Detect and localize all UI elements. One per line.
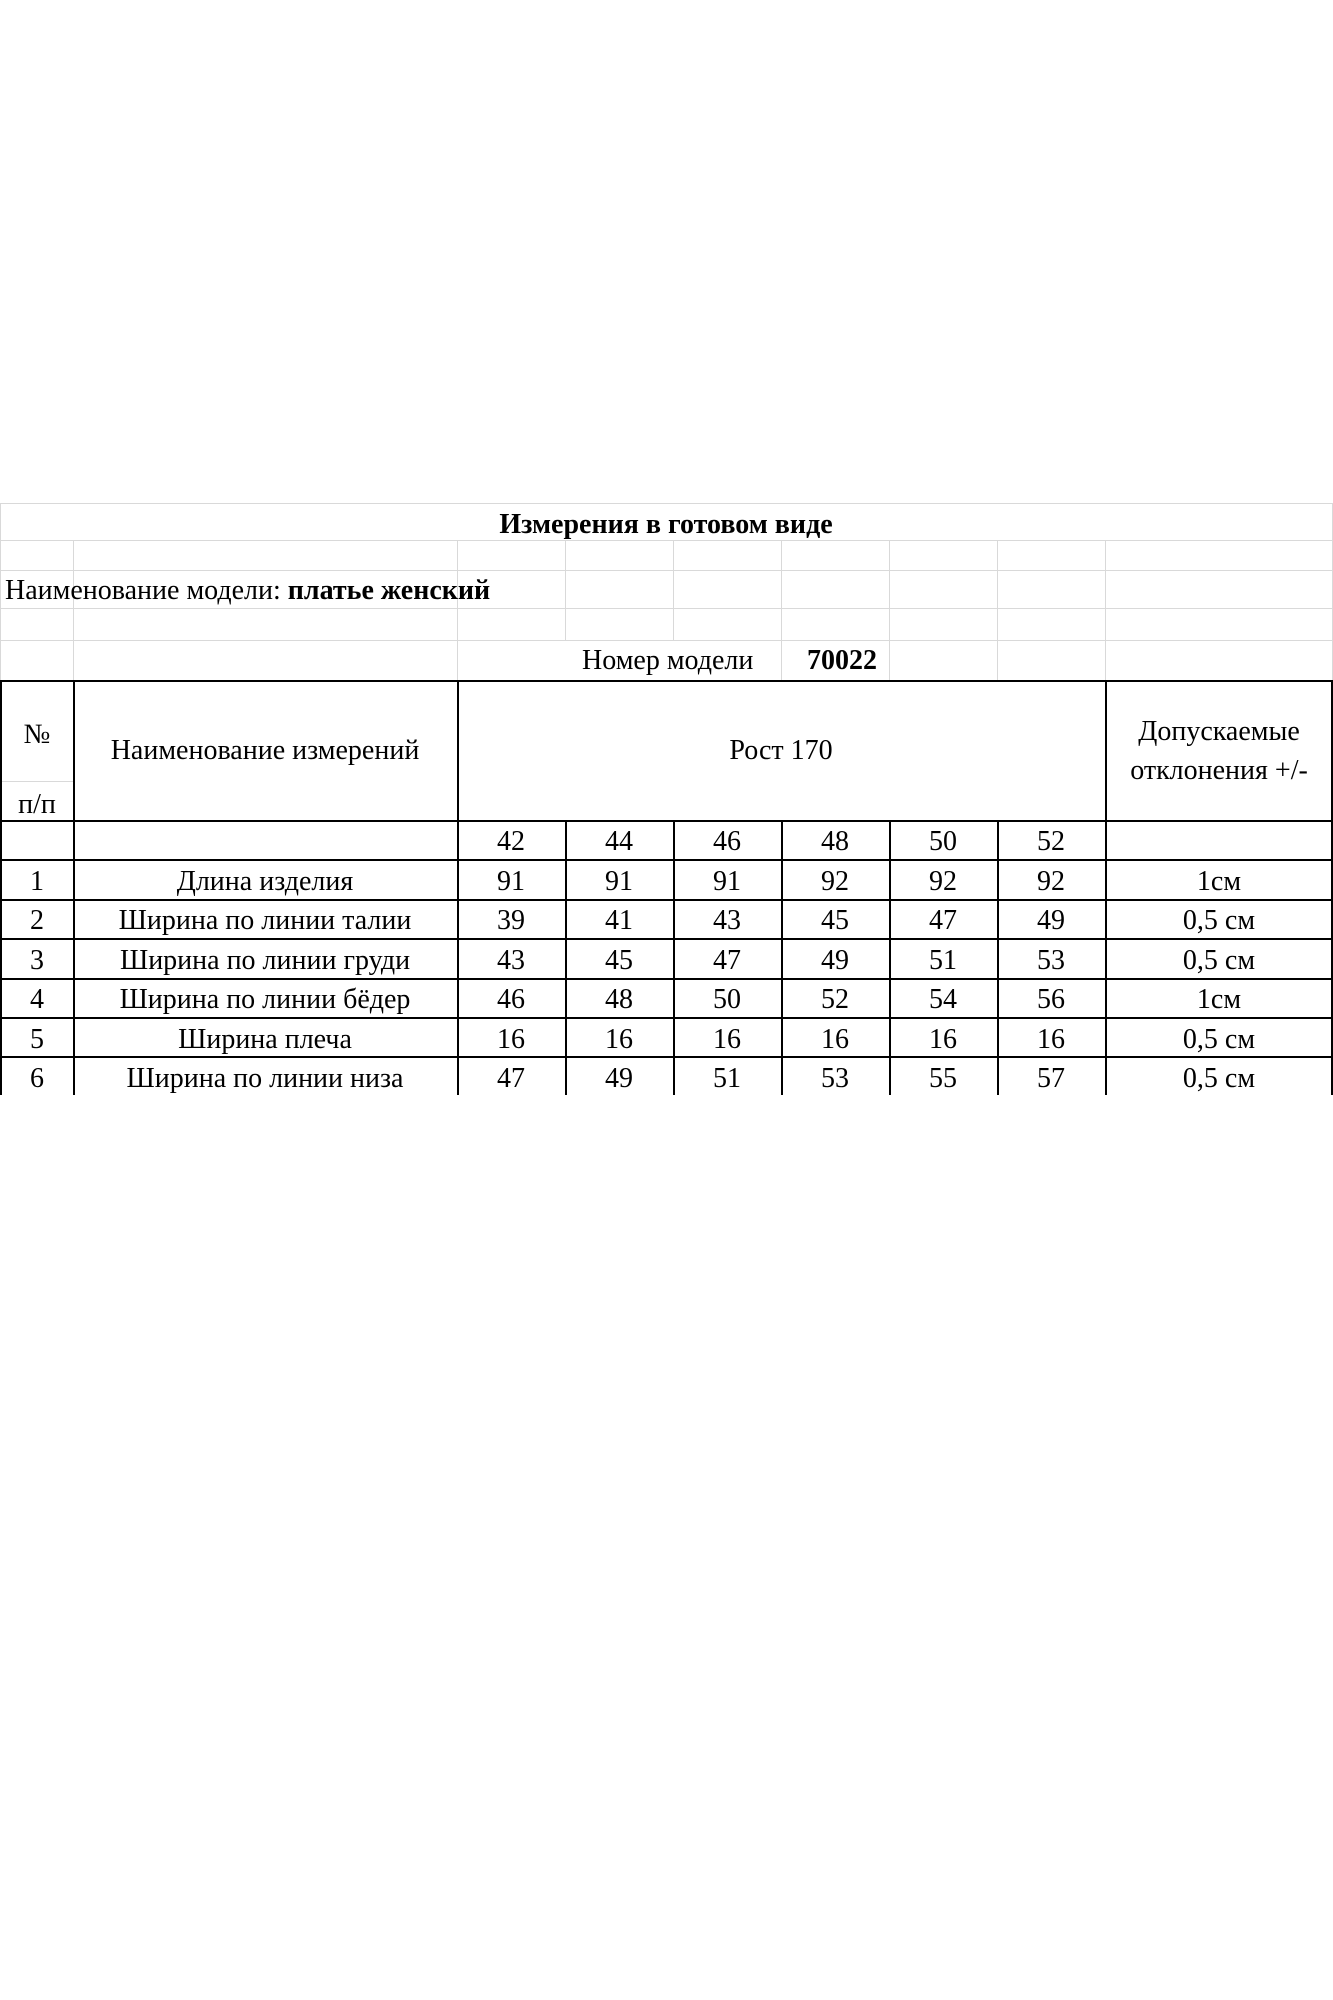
row-value: 55 xyxy=(929,1063,957,1094)
row-value: 16 xyxy=(605,1024,633,1055)
page-title: Измерения в готовом виде xyxy=(499,509,833,540)
row-tolerance: 1см xyxy=(1196,866,1242,897)
row-value: 16 xyxy=(497,1024,525,1055)
row-measurement-name: Ширина по линии бёдер xyxy=(119,984,411,1015)
row-value: 16 xyxy=(713,1024,741,1055)
model-number-label: Номер модели xyxy=(582,645,754,676)
row-value: 45 xyxy=(605,945,633,976)
row-value: 53 xyxy=(1037,945,1065,976)
row-value: 41 xyxy=(605,905,633,936)
row-value: 91 xyxy=(713,866,741,897)
row-value: 43 xyxy=(713,905,741,936)
row-value: 45 xyxy=(821,905,849,936)
row-value: 50 xyxy=(713,984,741,1015)
row-measurement-name: Длина изделия xyxy=(176,866,354,897)
row-value: 39 xyxy=(497,905,525,936)
row-measurement-name: Ширина плеча xyxy=(178,1024,352,1055)
row-value: 92 xyxy=(929,866,957,897)
size-cell: 44 xyxy=(605,826,633,857)
row-value: 91 xyxy=(497,866,525,897)
row-value: 47 xyxy=(497,1063,525,1094)
row-value: 51 xyxy=(713,1063,741,1094)
row-value: 92 xyxy=(1037,866,1065,897)
row-value: 43 xyxy=(497,945,525,976)
row-tolerance: 1см xyxy=(1196,984,1242,1015)
row-value: 46 xyxy=(497,984,525,1015)
row-value: 16 xyxy=(929,1024,957,1055)
size-cell: 46 xyxy=(713,826,741,857)
row-tolerance: 0,5 см xyxy=(1182,905,1256,936)
model-name-label: Наименование модели: xyxy=(5,575,281,606)
row-number: 5 xyxy=(30,1024,44,1055)
row-number: 3 xyxy=(30,945,44,976)
model-number-value: 70022 xyxy=(807,645,877,676)
row-number: 6 xyxy=(30,1063,44,1094)
row-value: 49 xyxy=(821,945,849,976)
row-tolerance: 0,5 см xyxy=(1182,945,1256,976)
header-tolerance: Допускаемые отклонения +/- xyxy=(1130,716,1308,786)
row-number: 4 xyxy=(30,984,44,1015)
size-cell: 50 xyxy=(929,826,957,857)
row-value: 56 xyxy=(1037,984,1065,1015)
row-measurement-name: Ширина по линии груди xyxy=(119,945,411,976)
row-value: 47 xyxy=(713,945,741,976)
measurement-sheet xyxy=(0,503,1333,1095)
row-value: 54 xyxy=(929,984,957,1015)
row-value: 57 xyxy=(1037,1063,1065,1094)
row-value: 16 xyxy=(821,1024,849,1055)
header-height: Рост 170 xyxy=(729,735,833,766)
row-measurement-name: Ширина по линии низа xyxy=(126,1063,404,1094)
row-value: 91 xyxy=(605,866,633,897)
row-value: 48 xyxy=(605,984,633,1015)
row-value: 16 xyxy=(1037,1024,1065,1055)
row-value: 49 xyxy=(1037,905,1065,936)
row-value: 52 xyxy=(821,984,849,1015)
row-tolerance: 0,5 см xyxy=(1182,1063,1256,1094)
row-measurement-name: Ширина по линии талии xyxy=(118,905,412,936)
row-value: 49 xyxy=(605,1063,633,1094)
model-name-row xyxy=(5,577,490,605)
row-value: 53 xyxy=(821,1063,849,1094)
size-cell: 48 xyxy=(821,826,849,857)
header-num-bottom: п/п xyxy=(18,789,56,820)
model-name-value: платье женский xyxy=(287,575,491,606)
row-number: 2 xyxy=(30,905,44,936)
size-cell: 42 xyxy=(497,826,525,857)
header-measurement-name: Наименование измерений xyxy=(110,735,420,766)
row-tolerance: 0,5 см xyxy=(1182,1024,1256,1055)
size-cell: 52 xyxy=(1037,826,1065,857)
row-value: 47 xyxy=(929,905,957,936)
header-num-top: № xyxy=(23,719,51,750)
row-value: 51 xyxy=(929,945,957,976)
row-number: 1 xyxy=(30,866,44,897)
row-value: 92 xyxy=(821,866,849,897)
